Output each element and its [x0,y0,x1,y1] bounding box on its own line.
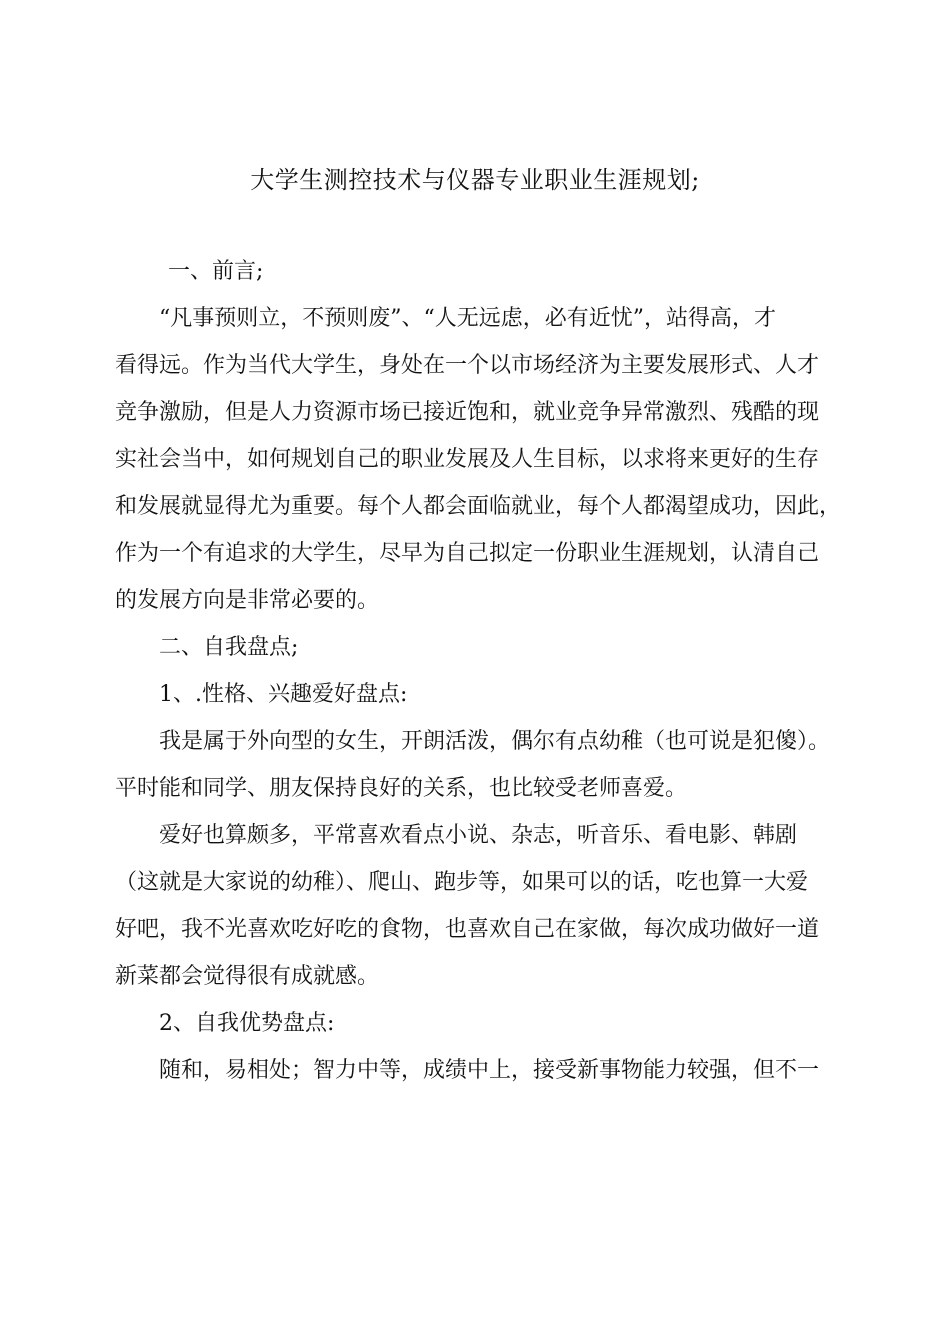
subsection-heading-strengths: 2、自我优势盘点: [159,1011,335,1036]
paragraph-line: 作为一个有追求的大学生，尽早为自己拟定一份职业生涯规划，认清自己 [115,541,820,566]
paragraph-line: 爱好也算颇多，平常喜欢看点小说、杂志，听音乐、看电影、韩剧 [159,823,798,848]
paragraph-line: 看得远。作为当代大学生，身处在一个以市场经济为主要发展形式、人才 [115,353,820,378]
paragraph-line: 平时能和同学、朋友保持良好的关系，也比较受老师喜爱。 [115,776,688,801]
paragraph-line: 和发展就显得尤为重要。每个人都会面临就业，每个人都渴望成功，因此， [115,494,842,519]
paragraph-line: 好吧，我不光喜欢吃好吃的食物，也喜欢自己在家做，每次成功做好一道 [115,917,820,942]
document-body [115,253,840,1099]
paragraph-line: 竞争激励，但是人力资源市场已接近饱和，就业竞争异常激烈、残酷的现 [115,400,820,425]
paragraph-line: 新菜都会觉得很有成就感。 [115,964,380,989]
paragraph-line: 的发展方向是非常必要的。 [115,588,380,613]
document-title: 大学生测控技术与仪器专业职业生涯规划; [250,166,700,194]
paragraph-line: （这就是大家说的幼稚）、爬山、跑步等，如果可以的话，吃也算一大爱 [115,870,809,895]
paragraph-line: 我是属于外向型的女生，开朗活泼，偶尔有点幼稚（也可说是犯傻）。 [159,729,831,754]
subsection-heading-personality: 1、.性格、兴趣爱好盘点: [159,682,408,707]
section-heading-self-review: 二、自我盘点; [159,635,299,660]
paragraph-line: 随和，易相处；智力中等，成绩中上，接受新事物能力较强，但不一 [159,1058,820,1083]
paragraph-line: “凡事预则立，不预则废”、“人无远虑，必有近忧”，站得高，才 [159,306,776,331]
paragraph-line: 实社会当中，如何规划自己的职业发展及人生目标，以求将来更好的生存 [115,447,820,472]
section-heading-preface: 一、前言; [168,259,264,284]
